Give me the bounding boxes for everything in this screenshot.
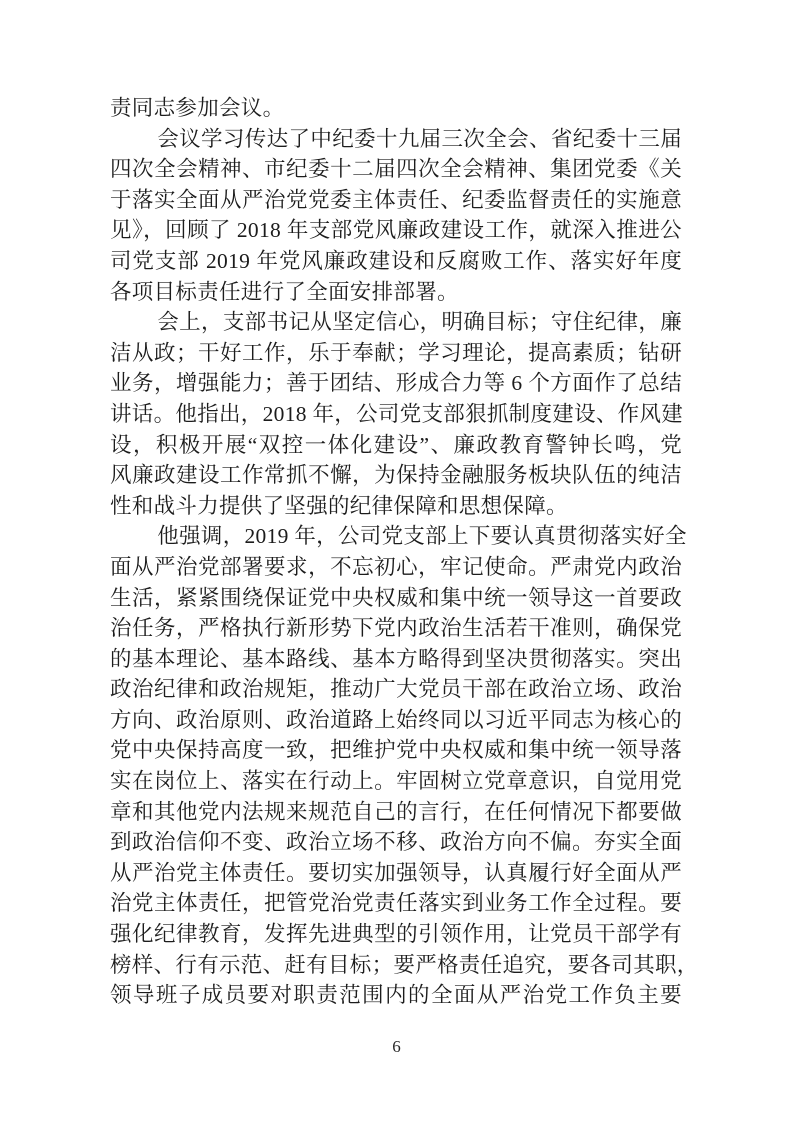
text-line: 司党支部 2019 年党风廉政建设和反腐败工作、落实好年度 bbox=[110, 248, 682, 273]
text-line: 他强调，2019 年，公司党支部上下要认真贯彻落实好全 bbox=[157, 524, 687, 549]
text-line: 见》，回顾了 2018 年支部党风廉政建设工作，就深入推进公 bbox=[110, 218, 682, 243]
text-line: 会议学习传达了中纪委十九届三次全会、省纪委十三届 bbox=[157, 126, 682, 151]
page-number: 6 bbox=[392, 1037, 401, 1056]
text-line: 各项目标责任进行了全面安排部署。 bbox=[110, 279, 459, 304]
text-line: 党中央保持高度一致，把维护党中央权威和集中统一领导落 bbox=[110, 738, 682, 763]
text-line: 的基本理论、基本路线、基本方略得到坚决贯彻落实。突出 bbox=[110, 646, 682, 671]
text-line: 洁从政；干好工作，乐于奉献；学习理论，提高素质；钻研 bbox=[110, 340, 682, 365]
text-line: 面从严治党部署要求，不忘初心，牢记使命。严肃党内政治 bbox=[110, 554, 682, 579]
text-line: 强化纪律教育，发挥先进典型的引领作用，让党员干部学有 bbox=[110, 922, 682, 947]
document-body bbox=[110, 93, 699, 1011]
text-line: 责同志参加会议。 bbox=[110, 96, 285, 120]
text-line: 于落实全面从严治党党委主体责任、纪委监督责任的实施意 bbox=[110, 187, 682, 212]
text-line: 会上，支部书记从坚定信心，明确目标；守住纪律，廉 bbox=[157, 310, 682, 335]
text-line: 实在岗位上、落实在行动上。牢固树立党章意识，自觉用党 bbox=[110, 769, 682, 794]
text-line: 章和其他党内法规来规范自己的言行，在任何情况下都要做 bbox=[110, 799, 682, 824]
text-line: 生活，紧紧围绕保证党中央权威和集中统一领导这一首要政 bbox=[110, 585, 682, 610]
text-line: 性和战斗力提供了坚强的纪律保障和思想保障。 bbox=[110, 493, 568, 518]
text-line: 设，积极开展“双控一体化建设”、廉政教育警钟长鸣，党 bbox=[110, 432, 682, 457]
text-line: 治任务，严格执行新形势下党内政治生活若干准则，确保党 bbox=[110, 616, 682, 641]
text-line: 业务，增强能力；善于团结、形成合力等 6 个方面作了总结 bbox=[110, 371, 682, 396]
text-line: 讲话。他指出，2018 年，公司党支部狠抓制度建设、作风建 bbox=[110, 401, 684, 426]
text-line: 从严治党主体责任。要切实加强领导，认真履行好全面从严 bbox=[110, 860, 682, 885]
text-line: 到政治信仰不变、政治立场不移、政治方向不偏。夯实全面 bbox=[110, 830, 682, 855]
text-line: 风廉政建设工作常抓不懈，为保持金融服务板块队伍的纯洁 bbox=[110, 463, 682, 488]
text-line: 四次全会精神、市纪委十二届四次全会精神、集团党委《关 bbox=[110, 157, 682, 182]
text-line: 方向、政治原则、政治道路上始终同以习近平同志为核心的 bbox=[110, 707, 682, 732]
text-line: 治党主体责任，把管党治党责任落实到业务工作全过程。要 bbox=[110, 891, 682, 916]
text-line: 榜样、行有示范、赶有目标；要严格责任追究，要各司其职， bbox=[110, 952, 699, 977]
text-line: 政治纪律和政治规矩，推动广大党员干部在政治立场、政治 bbox=[110, 677, 682, 702]
text-line: 领导班子成员要对职责范围内的全面从严治党工作负主要 bbox=[110, 983, 682, 1008]
